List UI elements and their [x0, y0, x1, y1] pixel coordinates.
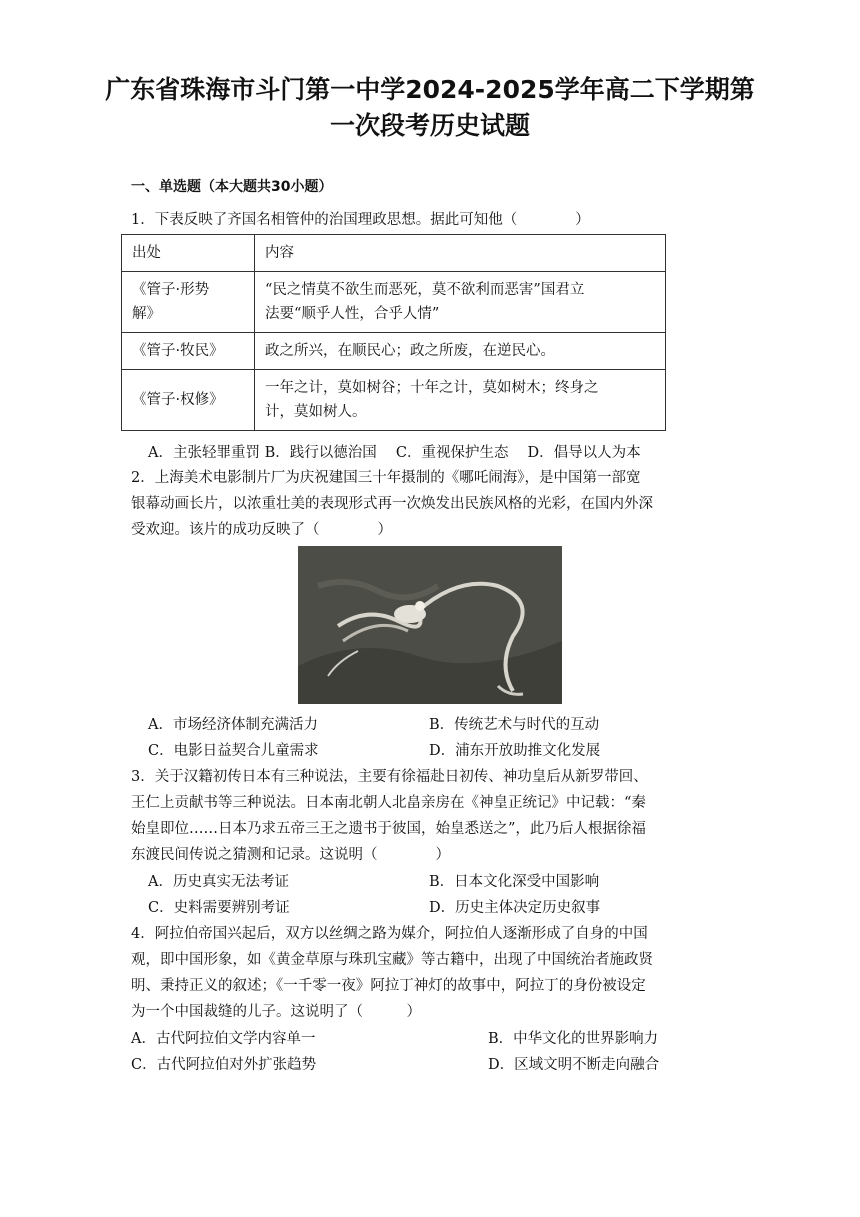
- cell-text: 《管子·牧民》: [132, 343, 224, 359]
- q4-option-c: C．古代阿拉伯对外扩张趋势: [131, 1057, 317, 1073]
- exam-title: [0, 72, 860, 144]
- table-header-row: [122, 235, 666, 272]
- q3-option-d: D．历史主体决定历史叙事: [429, 900, 601, 916]
- q4-option-a: A．古代阿拉伯文学内容单一: [131, 1031, 316, 1047]
- cell-text: 法要“顺乎人性，合乎人情”: [265, 306, 440, 322]
- table-header-cell: 内容: [255, 235, 666, 272]
- table-cell-content: [255, 333, 666, 370]
- q4-stem-line: 4．阿拉伯帝国兴起后，双方以丝绸之路为媒介，阿拉伯人逐渐形成了自身的中国: [131, 926, 648, 942]
- q2-option-d: D．浦东开放助推文化发展: [429, 743, 601, 759]
- q2-option-b: B．传统艺术与时代的互动: [429, 717, 600, 733]
- table-row: [122, 370, 666, 431]
- cell-text: 《管子·形势: [132, 282, 210, 298]
- q3-option-a: A．历史真实无法考证: [148, 874, 289, 890]
- q1-options: A．主张轻罪重罚 B．践行以德治国 C．重视保护生态 D．倡导以人为本: [148, 445, 641, 461]
- q2-stem-line: 受欢迎。该片的成功反映了（ ）: [131, 522, 392, 538]
- table-cell-source: [122, 333, 255, 370]
- q4-stem-line: 明、秉持正义的叙述；《一千零一夜》阿拉丁神灯的故事中，阿拉丁的身份被设定: [131, 978, 646, 994]
- table-cell-source: [122, 272, 255, 333]
- dragon-figure-illustration: [298, 546, 562, 704]
- q1-table: [121, 234, 666, 431]
- q4-option-b: B．中华文化的世界影响力: [488, 1031, 659, 1047]
- table-row: [122, 333, 666, 370]
- q4-stem-line: 为一个中国裁缝的儿子。这说明了（ ）: [131, 1004, 421, 1020]
- q1-stem: 1．下表反映了齐国名相管仲的治国理政思想。据此可知他（ ）: [131, 212, 590, 228]
- q4-option-d: D．区域文明不断走向融合: [488, 1057, 660, 1073]
- table-cell-content: [255, 272, 666, 333]
- cell-text: “民之情莫不欲生而恶死，莫不欲利而恶害”国君立: [265, 282, 585, 298]
- q2-stem-line: 银幕动画长片，以浓重壮美的表现形式再一次焕发出民族风格的光彩，在国内外深: [131, 496, 653, 512]
- q3-option-b: B．日本文化深受中国影响: [429, 874, 600, 890]
- cell-text: 《管子·权修》: [132, 392, 224, 408]
- q4-stem-line: 观，即中国形象，如《黄金草原与珠玑宝藏》等古籍中，出现了中国统治者施政贤: [131, 952, 653, 968]
- q3-stem-line: 王仁上贡献书等三种说法。日本南北朝人北畠亲房在《神皇正统记》中记载：“秦: [131, 795, 646, 811]
- cell-text: 解》: [132, 306, 161, 322]
- q3-stem-line: 东渡民间传说之猜测和记录。这说明（ ）: [131, 847, 450, 863]
- exam-title-line-2: 一次段考历史试题: [329, 111, 530, 140]
- table-cell-content: [255, 370, 666, 431]
- section-heading: 一、单选题（本大题共30小题）: [131, 179, 333, 195]
- q2-option-a: A．市场经济体制充满活力: [148, 717, 318, 733]
- exam-title-line-1: 广东省珠海市斗门第一中学2024-2025学年高二下学期第: [105, 75, 755, 104]
- cell-text: 计，莫如树人。: [265, 404, 367, 420]
- table-row: [122, 272, 666, 333]
- q3-option-c: C．史料需要辨别考证: [148, 900, 290, 916]
- cell-text: 一年之计，莫如树谷；十年之计，莫如树木；终身之: [265, 380, 599, 396]
- q2-stem-line: 2．上海美术电影制片厂为庆祝建国三十年摄制的《哪吒闹海》，是中国第一部宽: [131, 470, 641, 486]
- table-cell-source: [122, 370, 255, 431]
- table-header-cell: 出处: [122, 235, 255, 272]
- q2-option-c: C．电影日益契合儿童需求: [148, 743, 319, 759]
- nezha-film-still-image: [298, 546, 562, 704]
- cell-text: 政之所兴，在顺民心；政之所废，在逆民心。: [265, 343, 555, 359]
- q3-stem-line: 3．关于汉籍初传日本有三种说法，主要有徐福赴日初传、神功皇后从新罗带回、: [131, 769, 648, 785]
- q3-stem-line: 始皇即位……日本乃求五帝三王之遗书于彼国，始皇悉送之”，此乃后人根据徐福: [131, 821, 646, 837]
